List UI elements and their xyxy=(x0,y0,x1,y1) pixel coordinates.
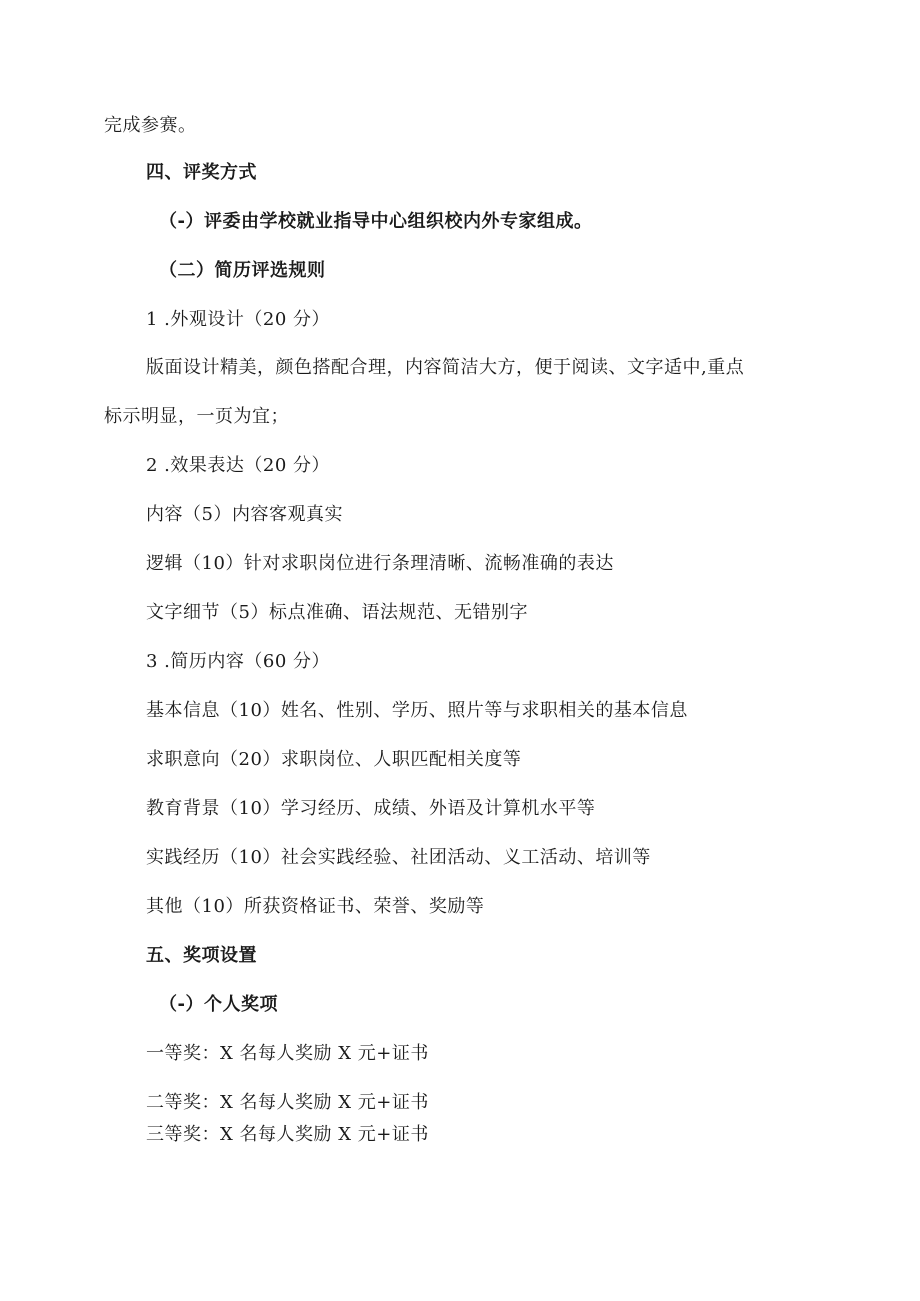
section-4-sub-2: （二）简历评选规则 xyxy=(159,260,326,281)
item-3-row: 教育背景（10）学习经历、成绩、外语及计算机水平等 xyxy=(146,798,596,819)
item-2-row: 内容（5）内容客观真实 xyxy=(146,504,343,525)
section-5-heading: 五、奖项设置 xyxy=(146,945,257,966)
item-2-title: 2 .效果表达（20 分） xyxy=(146,455,331,476)
item-3-row: 基本信息（10）姓名、性别、学历、照片等与求职相关的基本信息 xyxy=(146,700,688,721)
item-2-row: 文字细节（5）标点准确、语法规范、无错别字 xyxy=(146,602,528,623)
item-2-row: 逻辑（10）针对求职岗位进行条理清晰、流畅准确的表达 xyxy=(146,553,614,574)
section-4-heading: 四、评奖方式 xyxy=(146,162,257,183)
item-3-row: 实践经历（10）社会实践经验、社团活动、义工活动、培训等 xyxy=(146,847,651,868)
section-4-sub-1: （-）评委由学校就业指导中心组织校内外专家组成。 xyxy=(159,211,593,232)
item-3-row: 求职意向（20）求职岗位、人职匹配相关度等 xyxy=(146,749,522,770)
prize-row: 一等奖：X 名每人奖励 X 元+证书 xyxy=(146,1043,429,1064)
item-1-title: 1 .外观设计（20 分） xyxy=(146,309,331,330)
item-1-body-line-1: 版面设计精美，颜色搭配合理，内容简洁大方，便于阅读、文字适中,重点 xyxy=(146,357,745,378)
item-3-row: 其他（10）所获资格证书、荣誉、奖励等 xyxy=(146,896,485,917)
continuation-text: 完成参赛。 xyxy=(104,115,197,136)
prize-row: 三等奖：X 名每人奖励 X 元+证书 xyxy=(146,1124,429,1145)
prize-row: 二等奖：X 名每人奖励 X 元+证书 xyxy=(146,1092,429,1113)
item-3-title: 3 .简历内容（60 分） xyxy=(146,651,331,672)
section-5-sub-1: （-）个人奖项 xyxy=(159,994,278,1015)
item-1-body-line-2: 标示明显，一页为宜； xyxy=(104,406,289,427)
